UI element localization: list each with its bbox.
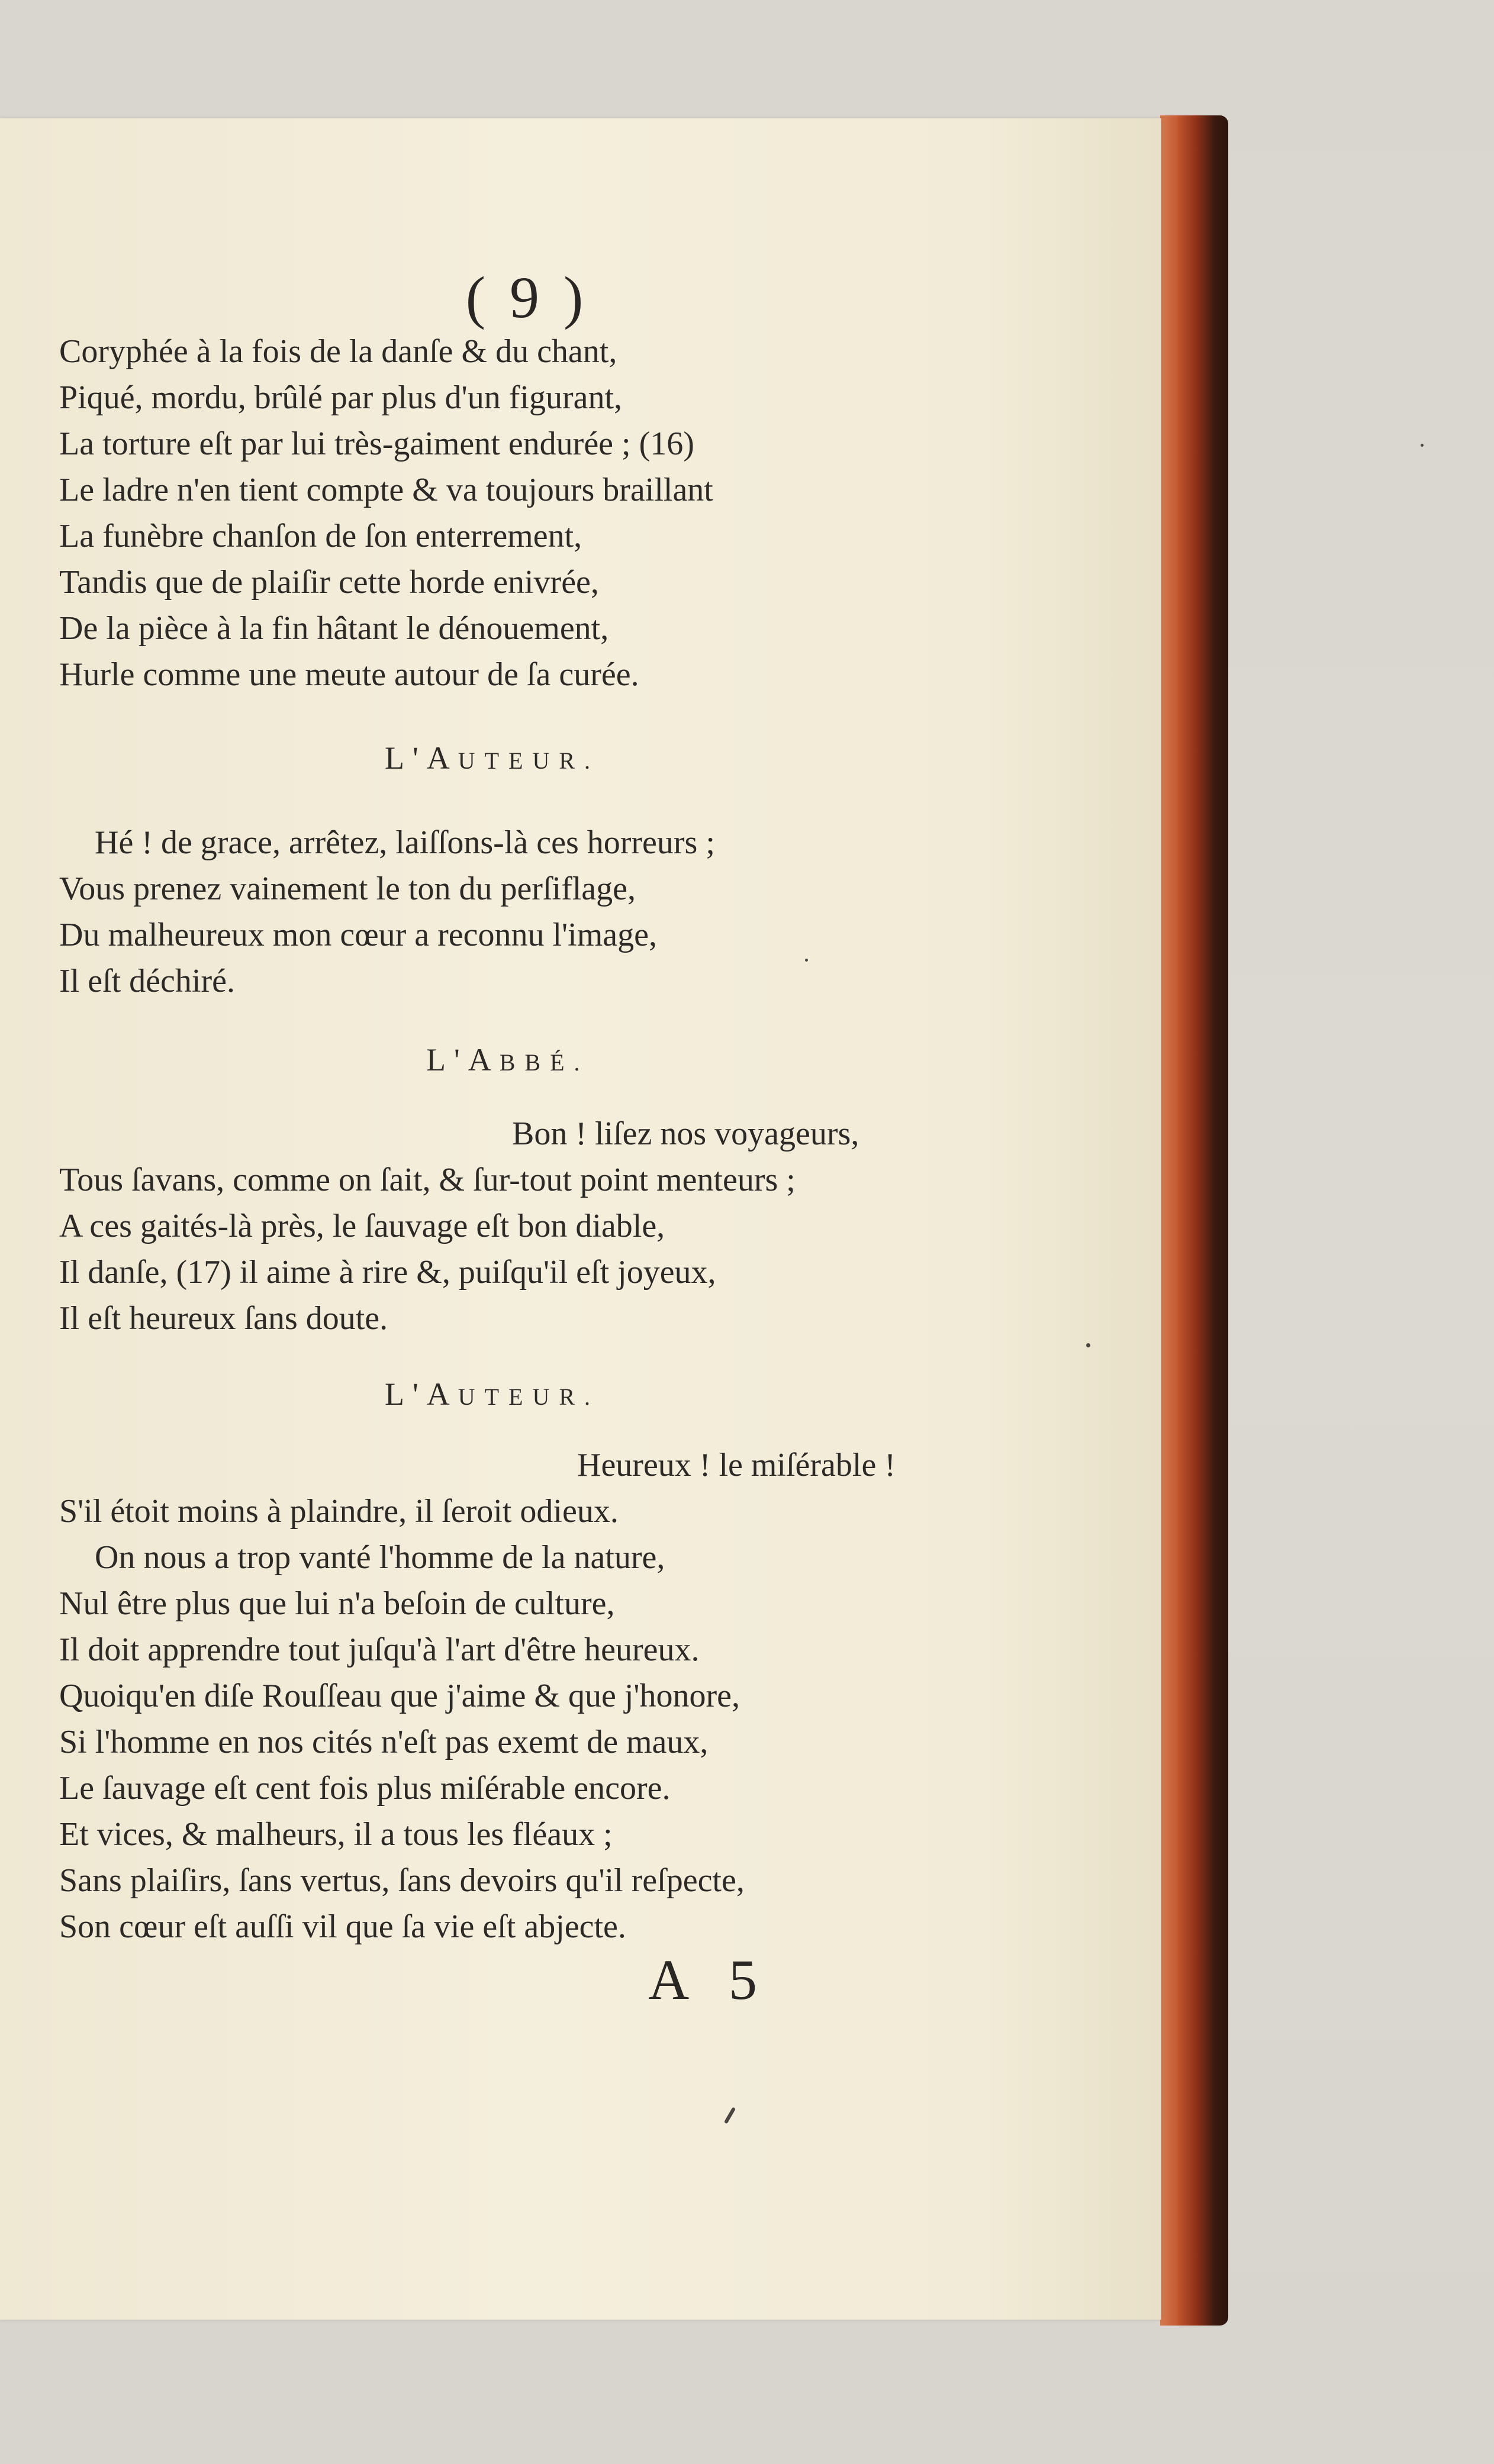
verse-line: S'il étoit moins à plaindre, il ſeroit odieux. [59, 1493, 619, 1530]
verse-line: Hé ! de grace, arrêtez, laiſſons-là ces horreurs ; [95, 824, 715, 861]
speaker-heading [385, 1376, 600, 1412]
verse-line: Il eſt heureux ſans doute. [59, 1300, 388, 1337]
verse-line: La torture eſt par lui très-gaiment endurée ; (16) [59, 425, 694, 462]
verse-line: Piqué, mordu, brûlé par plus d'un figurant, [59, 379, 623, 416]
speaker-rest: UTEUR. [458, 747, 600, 774]
ink-speck [1086, 1343, 1090, 1347]
verse-line: Le ladre n'en tient compte & va toujours braillant [59, 472, 713, 508]
verse-line: Son cœur eſt auſſi vil que ſa vie eſt abjecte. [59, 1908, 626, 1945]
speaker-prefix: L'A [426, 1042, 500, 1078]
verse-line: Vous prenez vainement le ton du perſiflage, [59, 870, 636, 907]
verse-line: Hurle comme une meute autour de ſa curée. [59, 656, 639, 693]
verse-line: Si l'homme en nos cités n'eſt pas exemt de maux, [59, 1724, 709, 1760]
verse-line: Il doit apprendre tout juſqu'à l'art d'être heureux. [59, 1631, 700, 1668]
speaker-rest: UTEUR. [458, 1383, 600, 1410]
verse-line: Il eſt déchiré. [59, 963, 235, 999]
verse-line: A ces gaités-là près, le ſauvage eſt bon diable, [59, 1208, 665, 1244]
ink-speck [805, 959, 808, 962]
verse-line: Du malheureux mon cœur a reconnu l'image, [59, 917, 657, 953]
verse-line: Et vices, & malheurs, il a tous les fléaux ; [59, 1816, 613, 1853]
speaker-prefix: L'A [385, 1376, 458, 1412]
ink-speck [1421, 444, 1424, 447]
verse-line: Nul être plus que lui n'a beſoin de culture, [59, 1585, 615, 1622]
verse-line: Coryphée à la fois de la danſe & du chant, [59, 333, 617, 370]
verse-line: Quoiqu'en diſe Rouſſeau que j'aime & que j'honore, [59, 1678, 740, 1714]
verse-line: Il danſe, (17) il aime à rire &, puiſqu'il eſt joyeux, [59, 1254, 716, 1291]
verse-line: Bon ! liſez nos voyageurs, [512, 1115, 859, 1152]
verse-line: Tous ſavans, comme on ſait, & ſur-tout point menteurs ; [59, 1162, 796, 1198]
verse-line: Le ſauvage eſt cent fois plus miſérable encore. [59, 1770, 671, 1807]
verse-line: Tandis que de plaiſir cette horde enivrée, [59, 564, 599, 601]
verse-line: La funèbre chanſon de ſon enterrement, [59, 518, 582, 554]
page-number: ( 9 ) [465, 265, 588, 330]
verse-line: Sans plaiſirs, ſans vertus, ſans devoirs qu'il reſpecte, [59, 1862, 745, 1899]
printer-signature: A 5 [648, 1948, 772, 2011]
book-cover-edge [1160, 115, 1178, 2326]
verse-line: Heureux ! le miſérable ! [577, 1447, 896, 1483]
verse-line: On nous a trop vanté l'homme de la nature, [95, 1539, 665, 1576]
speaker-heading [426, 1041, 590, 1078]
speaker-prefix: L'A [385, 740, 458, 776]
speaker-heading [385, 740, 600, 776]
speaker-rest: BBÉ. [499, 1049, 590, 1076]
verse-line: De la pièce à la fin hâtant le dénouement, [59, 610, 609, 647]
